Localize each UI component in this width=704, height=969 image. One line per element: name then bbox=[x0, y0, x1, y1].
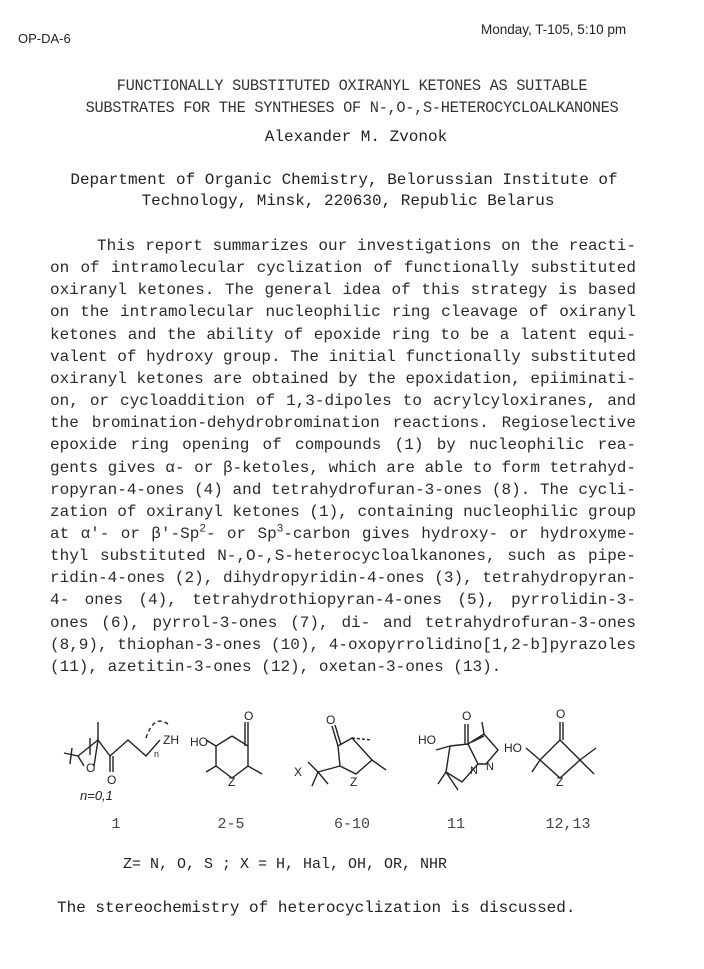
body-line: (11), azetitin-3-ones (12), oxetan-3-ones (13). bbox=[50, 657, 502, 676]
structure-label: 12,13 bbox=[545, 816, 591, 833]
atom-label: n bbox=[154, 749, 160, 759]
atom-label: O bbox=[244, 709, 254, 723]
structure-1 bbox=[64, 721, 179, 803]
n-note: n=0,1 bbox=[80, 788, 113, 803]
atom-label: HO bbox=[190, 735, 208, 749]
atom-label: N bbox=[470, 765, 478, 777]
atom-label: O bbox=[107, 773, 117, 787]
body-line: on of intramolecular cyclization of functionally substituted bbox=[50, 259, 636, 278]
text-fragment: - or Sp bbox=[205, 524, 277, 543]
body-line: 4- ones (4), tetrahydrothiopyran-4-ones (5), pyrrolidin-3- bbox=[50, 591, 636, 610]
body-line: epoxide ring opening of compounds (1) by nucleophilic rea- bbox=[50, 436, 636, 455]
superscript: 2 bbox=[199, 523, 206, 536]
atom-label: O bbox=[462, 709, 472, 723]
body-line: thyl substituted N-,O-,S-heterocycloalkanones, such as pipe- bbox=[50, 547, 636, 566]
atom-label: O bbox=[86, 761, 96, 775]
body-line: ropyran-4-ones (4) and tetrahydrofuran-3-ones (8). The cycli- bbox=[50, 480, 636, 499]
title-line-2: SUBSTRATES FOR THE SYNTHESES OF N-,O-,S-HETEROCYCLOALKANONES bbox=[85, 99, 619, 117]
structure-label: 1 bbox=[111, 816, 121, 833]
chemical-structures bbox=[50, 700, 650, 840]
body-line: oxiranyl ketones. The general idea of this strategy is based bbox=[50, 281, 636, 300]
body-line: ones (6), pyrrol-3-ones (7), di- and tetrahydrofuran-3-ones bbox=[50, 613, 636, 632]
body-line: oxiranyl ketones are obtained by the epoxidation, epiiminati- bbox=[50, 369, 636, 388]
atom-label: Z bbox=[556, 775, 564, 789]
session-time: Monday, T-105, 5:10 pm bbox=[481, 22, 627, 37]
structure-6-10 bbox=[294, 713, 386, 789]
structure-12-13 bbox=[504, 707, 606, 789]
atom-label: HO bbox=[504, 741, 522, 755]
atom-label: O bbox=[326, 713, 336, 727]
text-fragment: -carbon gives hydroxy- or hydroxyme- bbox=[283, 524, 637, 543]
body-line: on the intramolecular nucleophilic ring cleavage of oxiranyl bbox=[50, 303, 636, 322]
body-line: zation of oxiranyl ketones (1), containing nucleophilic group bbox=[50, 502, 636, 521]
atom-label: X bbox=[294, 765, 303, 779]
body-line: the bromination-dehydrobromination reactions. Regioselective bbox=[50, 414, 636, 433]
body-line: ketones and the ability of epoxide ring to be a latent equi- bbox=[50, 325, 636, 344]
body-line: gents gives α- or β-ketoles, which are able to form tetrahyd- bbox=[50, 458, 636, 477]
title-line-1: FUNCTIONALLY SUBSTITUTED OXIRANYL KETONES AS SUITABLE bbox=[116, 77, 588, 95]
body-line bbox=[50, 523, 636, 545]
affiliation-line-1: Department of Organic Chemistry, Belorussian Institute of bbox=[70, 171, 618, 189]
structure-label: 2-5 bbox=[217, 816, 245, 833]
text-fragment: at α'- or β'-Sp bbox=[50, 524, 200, 543]
substituent-definitions: Z= N, O, S ; X = H, Hal, OH, OR, NHR bbox=[123, 856, 448, 873]
body-line: This report summarizes our investigations on the reacti- bbox=[97, 237, 636, 255]
atom-label: ZH bbox=[163, 733, 179, 747]
structure-label: 6-10 bbox=[333, 816, 371, 833]
body-line: valent of hydroxy group. The initial functionally substituted bbox=[50, 347, 636, 366]
structure-label: 11 bbox=[446, 816, 466, 833]
atom-label: HO bbox=[418, 733, 436, 747]
body-line: (8,9), thiophan-3-ones (10), 4-oxopyrrolidino[1,2-b]pyrazoles bbox=[50, 635, 636, 654]
atom-label: Z bbox=[350, 775, 358, 789]
author-name: Alexander M. Zvonok bbox=[264, 128, 448, 146]
atom-label: O bbox=[556, 707, 566, 721]
body-line: ridin-4-ones (2), dihydropyridin-4-ones (3), tetrahydropyran- bbox=[50, 569, 636, 588]
abstract-code: OP-DA-6 bbox=[18, 31, 71, 46]
body-line: on, or cycloaddition of 1,3-dipoles to acrylcyloxiranes, and bbox=[50, 392, 636, 411]
affiliation-line-2: Technology, Minsk, 220630, Republic Belarus bbox=[141, 192, 555, 210]
superscript: 3 bbox=[276, 523, 284, 536]
atom-label: N bbox=[486, 761, 494, 773]
closing-sentence: The stereochemistry of heterocyclization is discussed. bbox=[57, 899, 576, 917]
structure-2-5 bbox=[190, 709, 262, 789]
structure-11 bbox=[418, 709, 498, 790]
atom-label: Z bbox=[228, 775, 236, 789]
